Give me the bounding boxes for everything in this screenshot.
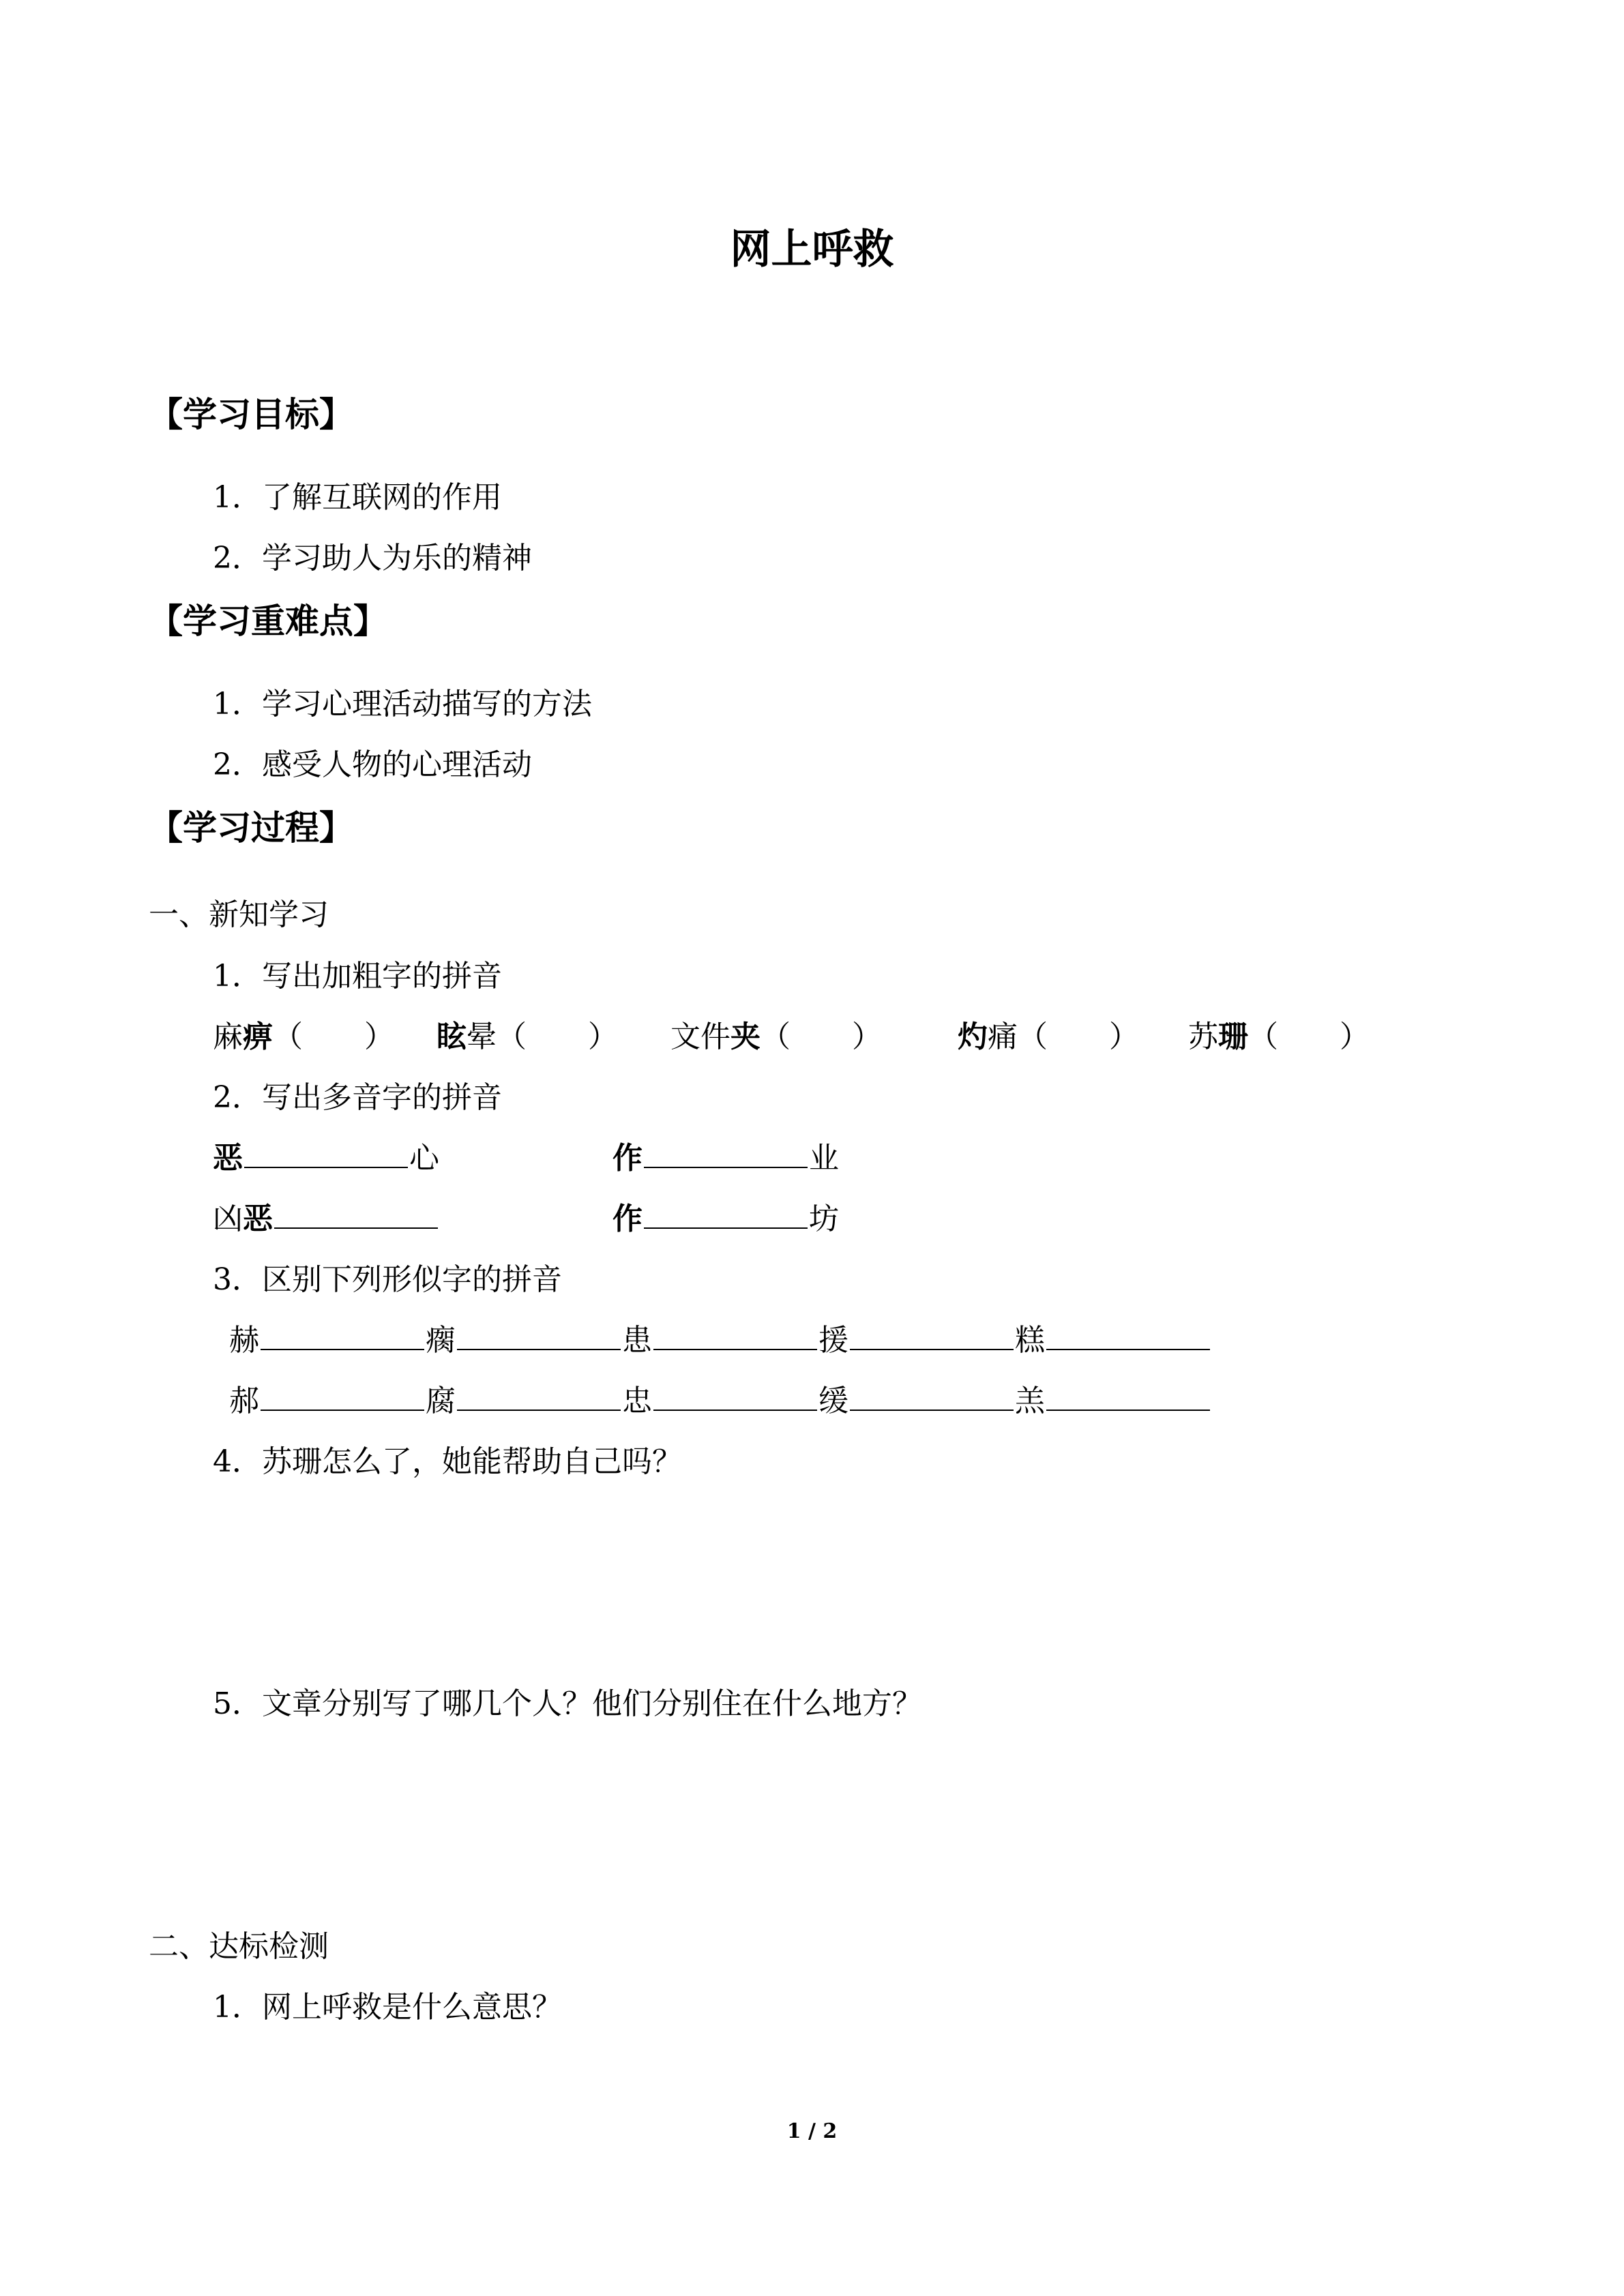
answer-blank[interactable] [1046, 1382, 1210, 1411]
polyphone-row2-right [612, 1194, 839, 1238]
similar-char: 郝 [229, 1384, 259, 1418]
polyphone-row2-left [213, 1194, 439, 1238]
paren-close: ） [1109, 1019, 1139, 1054]
goal-item-1: 1．了解互联网的作用 [213, 480, 502, 515]
answer-blank[interactable] [850, 1322, 1014, 1350]
part-label-new-knowledge: 一、新知学习 [149, 897, 329, 932]
similar-char: 羔 [1015, 1384, 1045, 1418]
word-bold-char: 眩 [437, 1019, 467, 1054]
paren-close: ） [852, 1019, 882, 1054]
answer-blank[interactable] [644, 1200, 808, 1229]
answer-blank[interactable] [261, 1382, 424, 1411]
paren-open: （ [497, 1019, 527, 1054]
pinyin-word-5 [1188, 1012, 1370, 1056]
polyphone-row1-left [213, 1133, 439, 1177]
paren-close: ） [588, 1019, 618, 1054]
question-5: 5．文章分别写了哪几个人？他们分别住在什么地方？ [213, 1686, 922, 1721]
answer-blank[interactable] [1046, 1322, 1210, 1350]
similar-char: 赫 [229, 1323, 259, 1358]
answer-blank[interactable] [457, 1322, 621, 1350]
poly-text: 业 [809, 1141, 839, 1176]
pinyin-word-1 [213, 1012, 394, 1056]
word-bold-char: 痹 [243, 1019, 273, 1054]
question-4: 4．苏珊怎么了，她能帮助自己吗？ [213, 1444, 682, 1479]
answer-blank[interactable] [644, 1139, 808, 1168]
similar-char: 患 [622, 1323, 652, 1358]
assessment-question-1: 1．网上呼救是什么意思？ [213, 1990, 562, 2025]
similar-char: 糕 [1015, 1323, 1045, 1358]
pinyin-word-2 [437, 1012, 618, 1056]
section-heading-goals: 【学习目标】 [149, 394, 353, 434]
poly-bold-char: 作 [612, 1141, 643, 1176]
pinyin-word-4 [958, 1012, 1139, 1056]
key-point-item-2: 2．感受人物的心理活动 [213, 747, 532, 782]
answer-blank[interactable] [653, 1382, 817, 1411]
goal-item-2: 2．学习助人为乐的精神 [213, 541, 532, 576]
section-heading-key-points: 【学习重难点】 [149, 601, 387, 641]
similar-chars-row-2 [229, 1376, 1211, 1420]
section-heading-process: 【学习过程】 [149, 807, 353, 848]
similar-chars-row-1 [229, 1315, 1211, 1359]
paren-open: （ [761, 1019, 791, 1054]
answer-blank[interactable] [653, 1322, 817, 1350]
question-1: 1．写出加粗字的拼音 [213, 959, 502, 994]
similar-char: 瘸 [426, 1323, 456, 1358]
word-bold-char: 灼 [958, 1019, 988, 1054]
answer-blank[interactable] [261, 1322, 424, 1350]
answer-blank[interactable] [244, 1139, 408, 1168]
paren-close: ） [364, 1019, 394, 1054]
similar-char: 缓 [818, 1384, 848, 1418]
word-bold-char: 珊 [1218, 1019, 1248, 1054]
page-number: 1 / 2 [786, 2119, 838, 2143]
word-text: 麻 [213, 1019, 243, 1054]
question-2: 2．写出多音字的拼音 [213, 1080, 502, 1115]
answer-blank[interactable] [274, 1200, 438, 1229]
paren-close: ） [1340, 1019, 1370, 1054]
paren-open: （ [1018, 1019, 1048, 1054]
word-text: 痛 [988, 1019, 1018, 1054]
question-3: 3．区别下列形似字的拼音 [213, 1262, 562, 1297]
word-bold-char: 夹 [730, 1019, 761, 1054]
poly-bold-char: 作 [612, 1202, 643, 1236]
poly-text: 坊 [809, 1202, 839, 1236]
similar-char: 忠 [622, 1384, 652, 1418]
poly-text: 凶 [213, 1202, 243, 1236]
part-label-assessment: 二、达标检测 [149, 1929, 329, 1964]
word-text: 文件 [670, 1019, 730, 1054]
poly-bold-char: 恶 [243, 1202, 273, 1236]
poly-bold-char: 恶 [213, 1141, 243, 1176]
word-text: 晕 [467, 1019, 497, 1054]
similar-char: 腐 [426, 1384, 456, 1418]
answer-blank[interactable] [457, 1382, 621, 1411]
pinyin-word-3 [670, 1012, 882, 1056]
key-point-item-1: 1．学习心理活动描写的方法 [213, 687, 592, 721]
paren-open: （ [273, 1019, 303, 1054]
similar-char: 援 [818, 1323, 848, 1358]
word-text: 苏 [1188, 1019, 1218, 1054]
poly-text: 心 [409, 1141, 439, 1176]
polyphone-row1-right [612, 1133, 839, 1177]
page-title: 网上呼救 [730, 226, 894, 273]
answer-blank[interactable] [850, 1382, 1014, 1411]
paren-open: （ [1248, 1019, 1278, 1054]
